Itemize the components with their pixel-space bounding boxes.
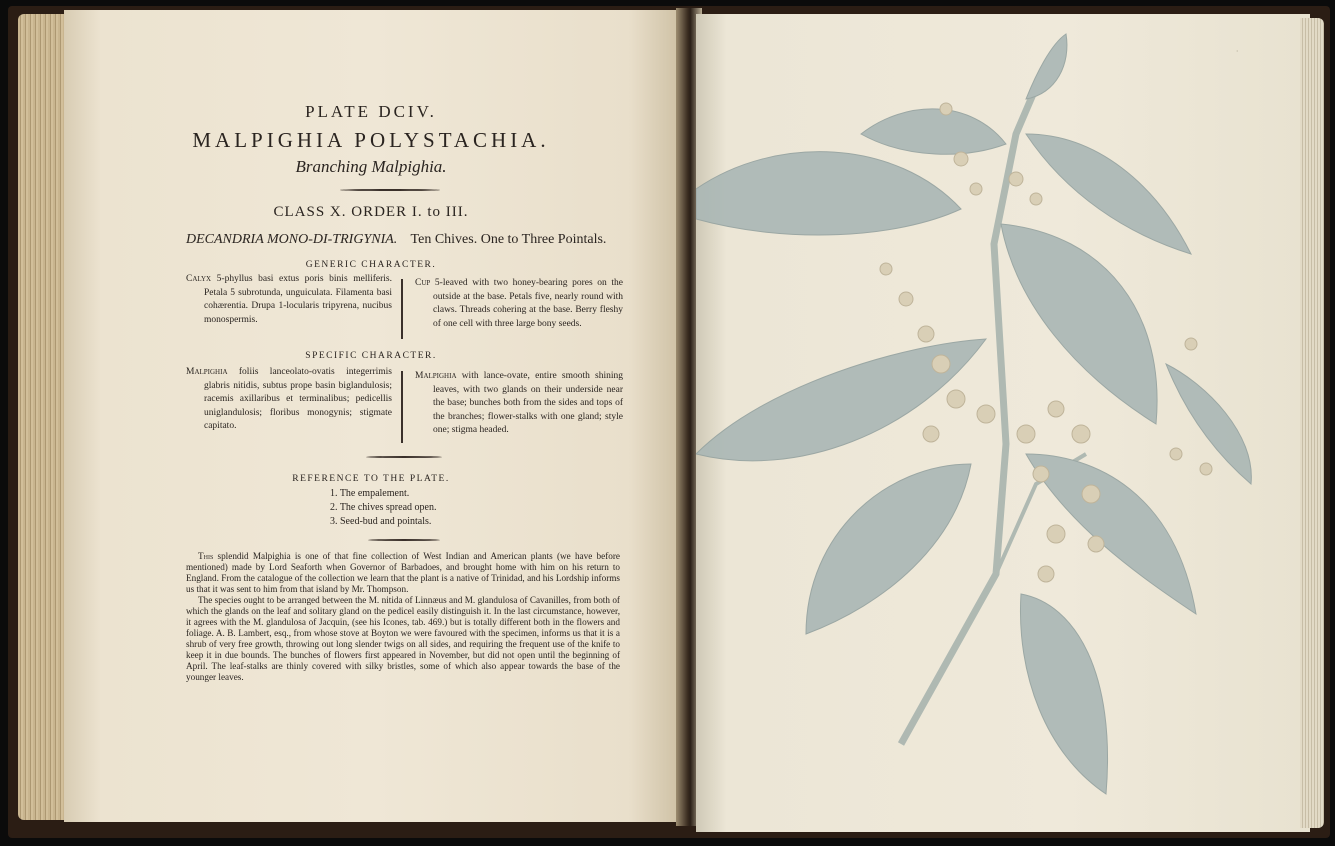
- botanical-illustration: [696, 14, 1300, 826]
- flower-bud: [1170, 448, 1182, 460]
- flower-bud: [1047, 525, 1065, 543]
- specific-english-label: Malpighia: [415, 371, 457, 381]
- ornamental-rule: [368, 539, 440, 541]
- flower-bud: [940, 103, 952, 115]
- reference-item: 3. Seed-bud and pointals.: [330, 516, 432, 527]
- flower-bud: [1038, 566, 1054, 582]
- generic-heading: GENERIC CHARACTER.: [305, 260, 437, 270]
- specific-english-text: with lance-ovate, entire smooth shining leaves, with two glands on their underside near the base; bunches both from the sides and tops of the branches; flower-stalks with one gland; style one; stigma headed.: [433, 371, 624, 435]
- ornamental-rule: [366, 456, 442, 458]
- leaf: [696, 152, 961, 235]
- description-paragraph-1: splendid Malpighia is one of that fine collection of West Indian and American plants (we have before mentioned) made by Lord Seaforth when Governor of Barbadoes, and brought home with him on his return to England. From the catalogue of the collection we learn that the plant is a native of Trinidad, and his Lordship informs us that it was sent to him from that island by Mr. Thompson.: [186, 551, 620, 594]
- flower-bud: [947, 390, 965, 408]
- generic-latin-label: Calyx: [186, 274, 212, 284]
- generic-english-text: 5-leaved with two honey-bearing pores on the outside at the base. Petals five, nearly round with claws. Threads cohering at the base. Berry fleshy of one cell with three large bony seeds.: [433, 278, 623, 329]
- reference-heading: REFERENCE TO THE PLATE.: [292, 474, 450, 484]
- description-paragraph-2: The species ought to be arranged between the M. nitida of Linnæus and M. glandulosa of Cavanilles, from both of which the glands on the leaf and solitary gland on the pedicel easily distinguish it. In the last circumstance, however, it agrees with the M. glandulosa of Jacquin, (see his Icones, tab. 469.) but is totally different both in the flowers and foliage. A. B. Lambert, esq., from whose stove at Boyton we were favoured with the specimen, informs us that it is a shrub of very free growth, throwing out long slender twigs on all sides, and requiring the frequent use of the knife to keep it in due bounds. The bunches of flowers first appeared in November, but did not open until the beginning of April. The leaf-stalks are thinly covered with silky bristles, some of which also appear towards the base of the younger leaves.: [186, 595, 620, 682]
- flower-bud: [880, 263, 892, 275]
- class-order: CLASS X. ORDER I. to III.: [273, 204, 469, 220]
- system-name: DECANDRIA MONO-DI-TRIGYNIA.: [186, 232, 398, 247]
- plate-title: MALPIGHIA POLYSTACHIA.: [192, 128, 550, 152]
- generic-latin-text: 5-phyllus basi extus poris binis melliferis. Petala 5 subrotunda, unguiculata. Filamenta basi cohærentia. Drupa 1-locularis tripyrena, nucibus monospermis.: [204, 274, 392, 325]
- leaf: [861, 109, 1006, 154]
- flower-bud: [954, 152, 968, 166]
- generic-english-label: Cup: [415, 278, 431, 288]
- flower-bud: [1082, 485, 1100, 503]
- ornamental-rule: [340, 189, 440, 191]
- leaf: [1001, 224, 1157, 424]
- flower-bud: [923, 426, 939, 442]
- flower-bud: [970, 183, 982, 195]
- leaf: [1020, 594, 1107, 794]
- flower-bud: [1185, 338, 1197, 350]
- page-edges-right: [1300, 18, 1324, 828]
- reference-item: 1. The empalement.: [330, 488, 410, 499]
- generic-english: [415, 277, 623, 331]
- specific-latin: [186, 366, 392, 434]
- column-divider: [401, 371, 403, 443]
- description-lead: This: [198, 551, 214, 561]
- specific-english: [415, 370, 623, 438]
- reference-item: 2. The chives spread open.: [330, 502, 437, 513]
- flower-bud: [918, 326, 934, 342]
- library-stamp: ⸱: [1236, 46, 1239, 56]
- specific-latin-text: foliis lanceolato-ovatis integerrimis glabris nitidis, subtus prope basin biglandulosis; racemis axillaribus et terminalibus; pedicellis uniglandulosis; floribus monogynis; stigmate capitato.: [204, 367, 392, 431]
- system-description: Ten Chives. One to Three Pointals.: [410, 232, 607, 247]
- flower-bud: [1009, 172, 1023, 186]
- flower-bud: [1030, 193, 1042, 205]
- flower-bud: [932, 355, 950, 373]
- plate-number: PLATE DCIV.: [305, 102, 437, 121]
- leaf: [806, 464, 971, 634]
- description-text: [186, 551, 620, 683]
- specific-latin-label: Malpighia: [186, 367, 228, 377]
- plate-subtitle: Branching Malpighia.: [295, 157, 447, 176]
- flower-bud: [977, 405, 995, 423]
- column-divider: [401, 279, 403, 339]
- system-line: [186, 232, 606, 248]
- flower-bud: [1048, 401, 1064, 417]
- flower-bud: [1072, 425, 1090, 443]
- generic-latin: [186, 273, 392, 327]
- flower-bud: [1088, 536, 1104, 552]
- leaf: [1026, 34, 1067, 99]
- specific-heading: SPECIFIC CHARACTER.: [305, 351, 437, 361]
- flower-bud: [899, 292, 913, 306]
- flower-bud: [1200, 463, 1212, 475]
- flower-bud: [1017, 425, 1035, 443]
- flower-bud: [1033, 466, 1049, 482]
